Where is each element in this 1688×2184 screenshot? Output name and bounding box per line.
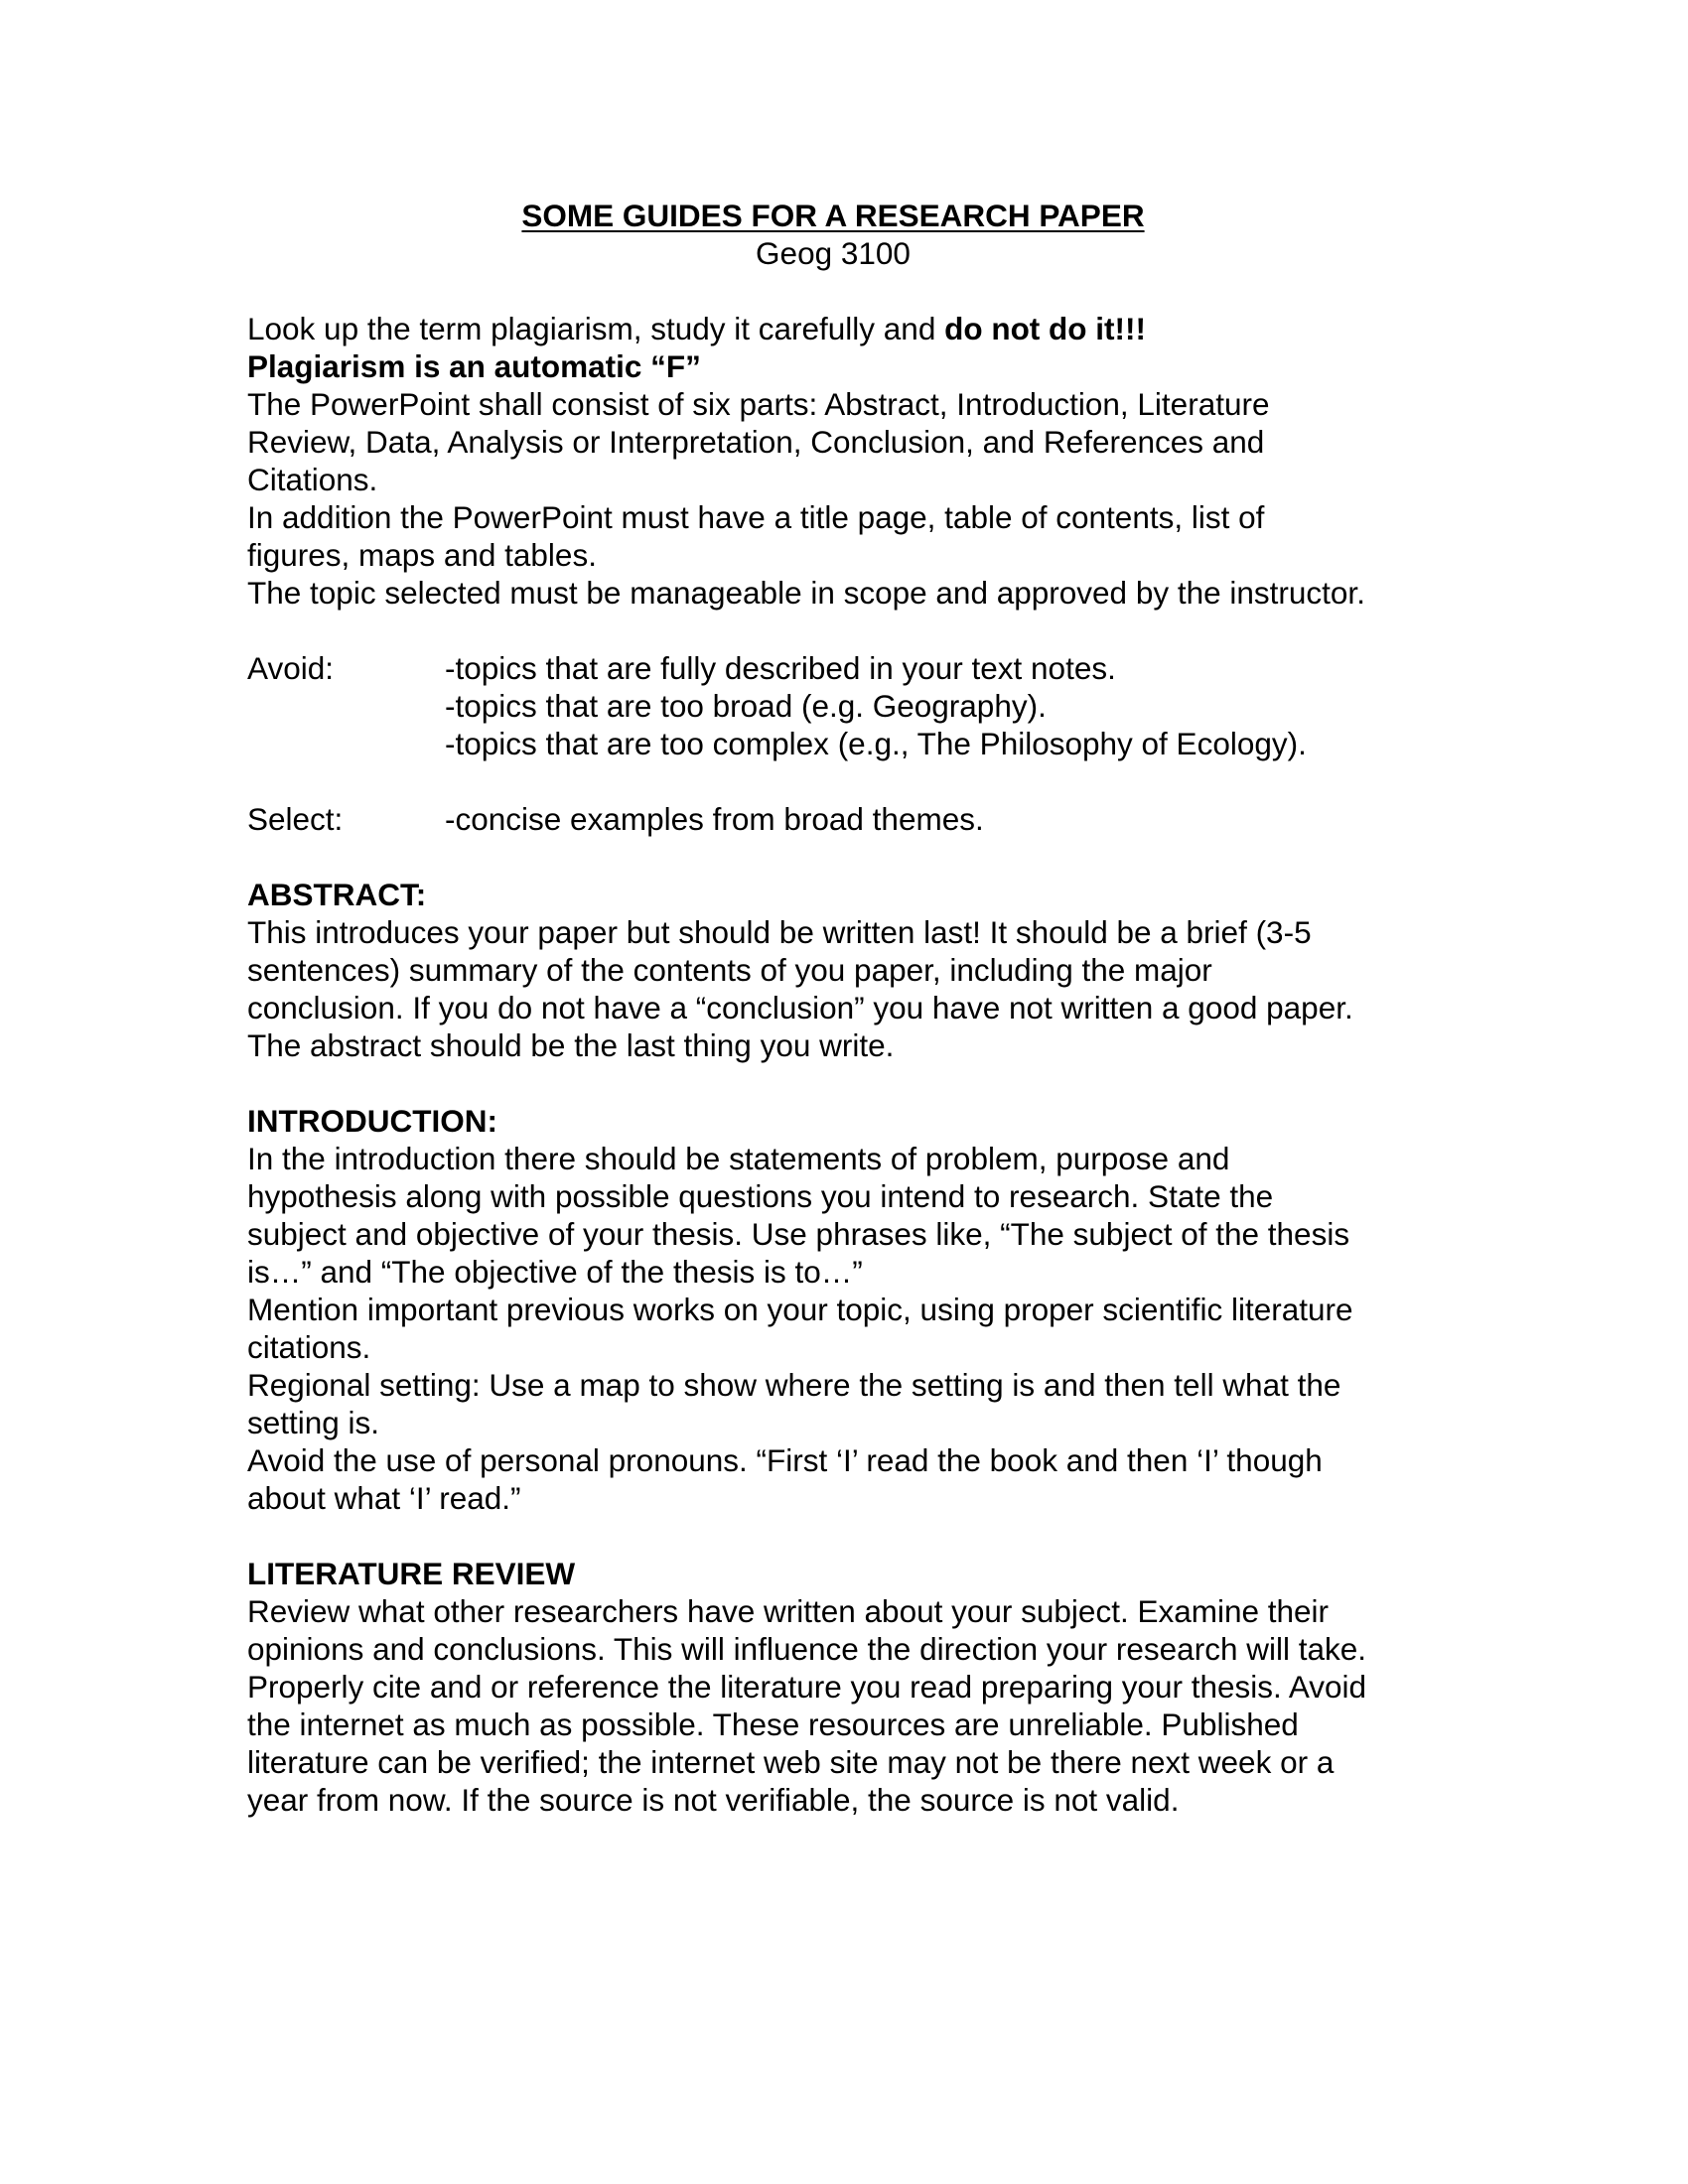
introduction-line: subject and objective of your thesis. Use phrases like, “The subject of the thesis [247, 1216, 1350, 1252]
introduction-section [247, 1102, 1469, 1517]
spacer [247, 1517, 1469, 1555]
spacer [247, 762, 1469, 800]
powerpoint-extras-line: In addition the PowerPoint must have a title page, table of contents, list of [247, 499, 1265, 535]
avoid-label: Avoid: [247, 650, 334, 686]
literature-review-line: year from now. If the source is not verifiable, the source is not valid. [247, 1782, 1180, 1818]
avoid-list [247, 649, 1469, 762]
literature-review-section [247, 1555, 1469, 1819]
introduction-line: setting is. [247, 1405, 380, 1440]
spacer [247, 612, 1469, 649]
introduction-line: about what ‘I’ read.” [247, 1480, 521, 1516]
introduction-heading: INTRODUCTION: [247, 1103, 497, 1139]
literature-review-line: opinions and conclusions. This will influence the direction your research will take. [247, 1631, 1367, 1667]
powerpoint-extras-line: figures, maps and tables. [247, 537, 597, 573]
introduction-line: In the introduction there should be statements of problem, purpose and [247, 1141, 1230, 1176]
avoid-item: -topics that are too complex (e.g., The Philosophy of Ecology). [445, 726, 1307, 761]
literature-review-line: literature can be verified; the internet web site may not be there next week or a [247, 1744, 1335, 1780]
introduction-line: citations. [247, 1329, 371, 1365]
literature-review-line: Properly cite and or reference the literature you read preparing your thesis. Avoid [247, 1669, 1367, 1705]
plagiarism-instruction-emphasis: do not do it!!! [944, 311, 1146, 346]
spacer [247, 838, 1469, 876]
select-row [247, 800, 1469, 838]
powerpoint-parts-line: The PowerPoint shall consist of six parts: Abstract, Introduction, Literature [247, 386, 1270, 422]
introduction-line: is…” and “The objective of the thesis is to…” [247, 1254, 863, 1290]
avoid-items [445, 649, 1307, 762]
document-title: SOME GUIDES FOR A RESEARCH PAPER [521, 198, 1145, 233]
spacer [247, 272, 1469, 310]
abstract-section [247, 876, 1469, 1064]
abstract-line: This introduces your paper but should be written last! It should be a brief (3-5 [247, 914, 1312, 950]
course-code: Geog 3100 [756, 235, 911, 271]
introduction-line: Regional setting: Use a map to show where the setting is and then tell what the [247, 1367, 1341, 1403]
introduction-line: hypothesis along with possible questions you intend to research. State the [247, 1178, 1274, 1214]
avoid-row [247, 649, 1469, 762]
topic-scope-line: The topic selected must be manageable in scope and approved by the instructor. [247, 575, 1365, 611]
select-label: Select: [247, 801, 344, 837]
document-header [237, 197, 1429, 272]
plagiarism-warning: Plagiarism is an automatic “F” [247, 348, 701, 384]
avoid-item: -topics that are too broad (e.g. Geography). [445, 688, 1047, 724]
literature-review-line: Review what other researchers have written about your subject. Examine their [247, 1593, 1330, 1629]
abstract-line: conclusion. If you do not have a “conclusion” you have not written a good paper. [247, 990, 1353, 1025]
spacer [247, 1064, 1469, 1102]
abstract-heading: ABSTRACT: [247, 877, 427, 912]
abstract-line: sentences) summary of the contents of you paper, including the major [247, 952, 1212, 988]
powerpoint-parts-line: Review, Data, Analysis or Interpretation, Conclusion, and References and [247, 424, 1265, 460]
introduction-line: Mention important previous works on your topic, using proper scientific literature [247, 1292, 1353, 1327]
literature-review-heading: LITERATURE REVIEW [247, 1556, 576, 1591]
document-body [247, 197, 1469, 1819]
plagiarism-instruction-text: Look up the term plagiarism, study it carefully and [247, 311, 945, 346]
intro-section [247, 310, 1469, 612]
select-item: -concise examples from broad themes. [445, 801, 984, 837]
avoid-item: -topics that are fully described in your text notes. [445, 650, 1116, 686]
literature-review-line: the internet as much as possible. These resources are unreliable. Published [247, 1706, 1299, 1742]
abstract-line: The abstract should be the last thing you write. [247, 1027, 895, 1063]
plagiarism-instruction [247, 310, 1469, 347]
powerpoint-parts-line: Citations. [247, 462, 378, 497]
introduction-line: Avoid the use of personal pronouns. “First ‘I’ read the book and then ‘I’ though [247, 1442, 1323, 1478]
